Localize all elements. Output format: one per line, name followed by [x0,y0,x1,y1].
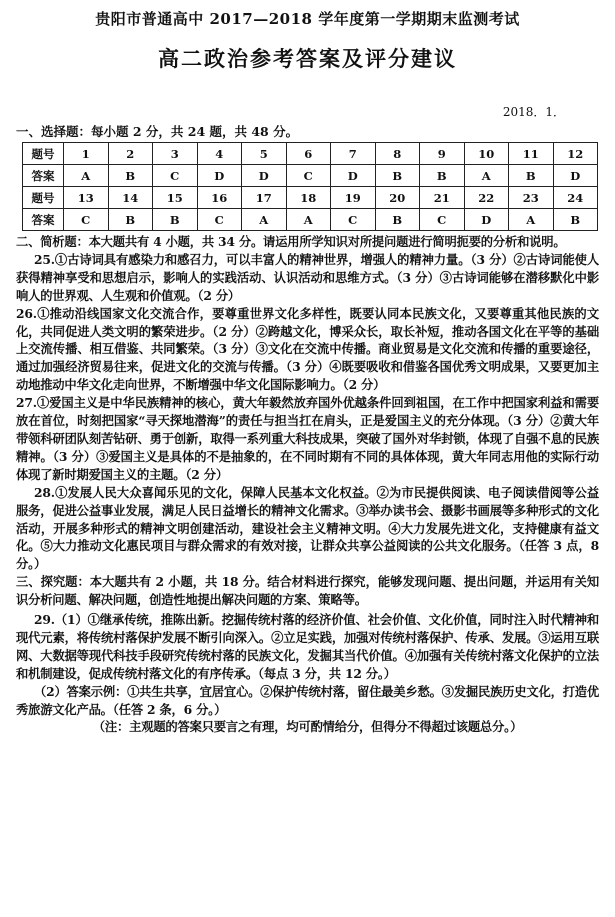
exam-title: 贵阳市普通高中 2017—2018 学年度第一学期期末监测考试 [95,10,520,28]
document-date: 2018．1． [502,105,565,119]
table-cell: 4 [197,143,242,165]
table-cell: 3 [153,143,198,165]
table-cell: C [64,209,109,231]
table-cell: B [420,165,465,187]
table-cell: A [242,209,287,231]
table-cell: 18 [286,187,331,209]
row-label: 题号 [23,187,64,209]
table-row [23,209,598,231]
table-cell: A [509,209,554,231]
row-label: 题号 [23,143,64,165]
table-cell: 8 [375,143,420,165]
table-cell: C [153,165,198,187]
table-cell: 14 [108,187,153,209]
table-cell: B [509,165,554,187]
table-cell: 20 [375,187,420,209]
table-cell: 6 [286,143,331,165]
table-cell: 1 [64,143,109,165]
table-cell: 21 [420,187,465,209]
scoring-note: （注：主观题的答案只要言之有理，均可酌情给分，但得分不得超过该题总分。） [92,719,523,735]
table-cell: 11 [509,143,554,165]
answer-25: 25.①古诗词具有感染力和感召力，可以丰富人的精神世界，增强人的精神力量。（3 分）②古诗词能使人获得精神享受和思想启示，影响人的实践活动、认识活动和思维方式。（3 分）③古诗词能够在潜移默化中影响人的世界观、人生观和价值观。（2 分） [16,251,599,303]
table-cell: C [331,209,376,231]
table-cell: B [375,165,420,187]
answer-28: 28.①发展人民大众喜闻乐见的文化，保障人民基本文化权益。②为市民提供阅读、电子阅读借阅等公益服务，促进公益事业发展，满足人民日益增长的精神文化需求。③举办读书会、摄影书画展等多种形式的文化活动，开展多种形式的精神文明创建活动，建设社会主义精神文明。④大力发展先进文化，支持健康有益文化。⑤大力推动文化惠民项目与群众需求的有效对接，让群众共享公益阅读的公共文化服务。（任答 3 点，8 分。） [16,484,599,572]
table-cell: D [553,165,598,187]
table-cell: A [286,209,331,231]
table-cell: 22 [464,187,509,209]
table-row [23,165,598,187]
section3-heading: 三、探究题：本大题共有 2 小题，共 18 分。结合材料进行探究，能够发现问题、提出问题，并运用有关知识分析问题、解决问题，创造性地提出解决问题的方案、策略等。 [16,574,599,608]
section1-heading: 一、选择题：每小题 2 分，共 24 题，共 48 分。 [16,124,299,139]
table-cell: 17 [242,187,287,209]
table-cell: 15 [153,187,198,209]
answer-26: 26.①推动沿线国家文化交流合作，要尊重世界文化多样性，既要认同本民族文化，又要尊重其他民族的文化，共同促进人类文明的繁荣进步。（2 分）②跨越文化，博采众长，取长补短，推动各国文化在平等的基础上交流传播、相互借鉴、共同繁荣。（3 分）③文化在交流中传播。商业贸易是文化交流和传播的重要途径，通过加强经济贸易往来，促进文化的交流与传播。（3 分）④既要吸收和借鉴各国优秀文明成果，又要更加主动地推动中华文化走向世界，不断增强中华文化国际影响力。（2 分） [16,305,599,393]
row-label: 答案 [23,209,64,231]
table-cell: 13 [64,187,109,209]
table-cell: 16 [197,187,242,209]
table-cell: 23 [509,187,554,209]
answer-29-1: 29.（1）①继承传统，推陈出新。挖掘传统村落的经济价值、社会价值、文化价值，同时注入时代精神和现代元素，将传统村落保护发展不断引向深入。②立足实践，加强对传统村落保护、传承、发展。③运用互联网、大数据等现代科技手段研究传统村落的民族文化，发掘其当代价值。④加强有关传统村落文化保护的立法和机制建设，促成传统村落文化的有序传承。（每点 3 分，共 12 分。） [16,612,599,681]
table-cell: 19 [331,187,376,209]
table-cell: A [64,165,109,187]
document-subtitle: 高二政治参考答案及评分建议 [158,46,457,71]
answer-29-2: （2）答案示例：①共生共享，宜居宜心。②保护传统村落，留住最美乡愁。③发掘民族历史文化，打造优秀旅游文化产品。（任答 2 条，6 分。） [16,683,599,717]
table-cell: B [375,209,420,231]
section2-heading: 二、简析题：本大题共有 4 小题，共 34 分。请运用所学知识对所提问题进行简明扼要的分析和说明。 [16,234,566,249]
table-cell: 5 [242,143,287,165]
table-cell: C [420,209,465,231]
table-cell: C [197,209,242,231]
table-cell: B [153,209,198,231]
table-cell: D [242,165,287,187]
table-cell: D [331,165,376,187]
table-cell: 24 [553,187,598,209]
table-cell: 12 [553,143,598,165]
table-row [23,143,598,165]
table-cell: A [464,165,509,187]
table-cell: B [108,209,153,231]
table-cell: 9 [420,143,465,165]
answer-table [22,142,598,231]
row-label: 答案 [23,165,64,187]
table-cell: 7 [331,143,376,165]
table-cell: 10 [464,143,509,165]
table-cell: D [464,209,509,231]
table-row [23,187,598,209]
table-cell: B [108,165,153,187]
answer-27: 27.①爱国主义是中华民族精神的核心，黄大年毅然放弃国外优越条件回到祖国，在工作中把国家利益和需要放在首位，时刻把国家“寻天探地潜海”的责任与担当扛在肩头，正是爱国主义的充分体现。（3 分）②黄大年带领科研团队刻苦钻研、勇于创新，取得一系列重大科技成果，突破了国外对华封锁，体现了自强不息的民族精神。（3 分）③爱国主义是具体的不是抽象的，在不同时期有不同的具体体现，黄大年同志用他的实际行动体现了新时期爱国主义的主题。（2 分） [16,395,599,482]
table-cell: B [553,209,598,231]
table-cell: C [286,165,331,187]
table-cell: 2 [108,143,153,165]
table-cell: D [197,165,242,187]
